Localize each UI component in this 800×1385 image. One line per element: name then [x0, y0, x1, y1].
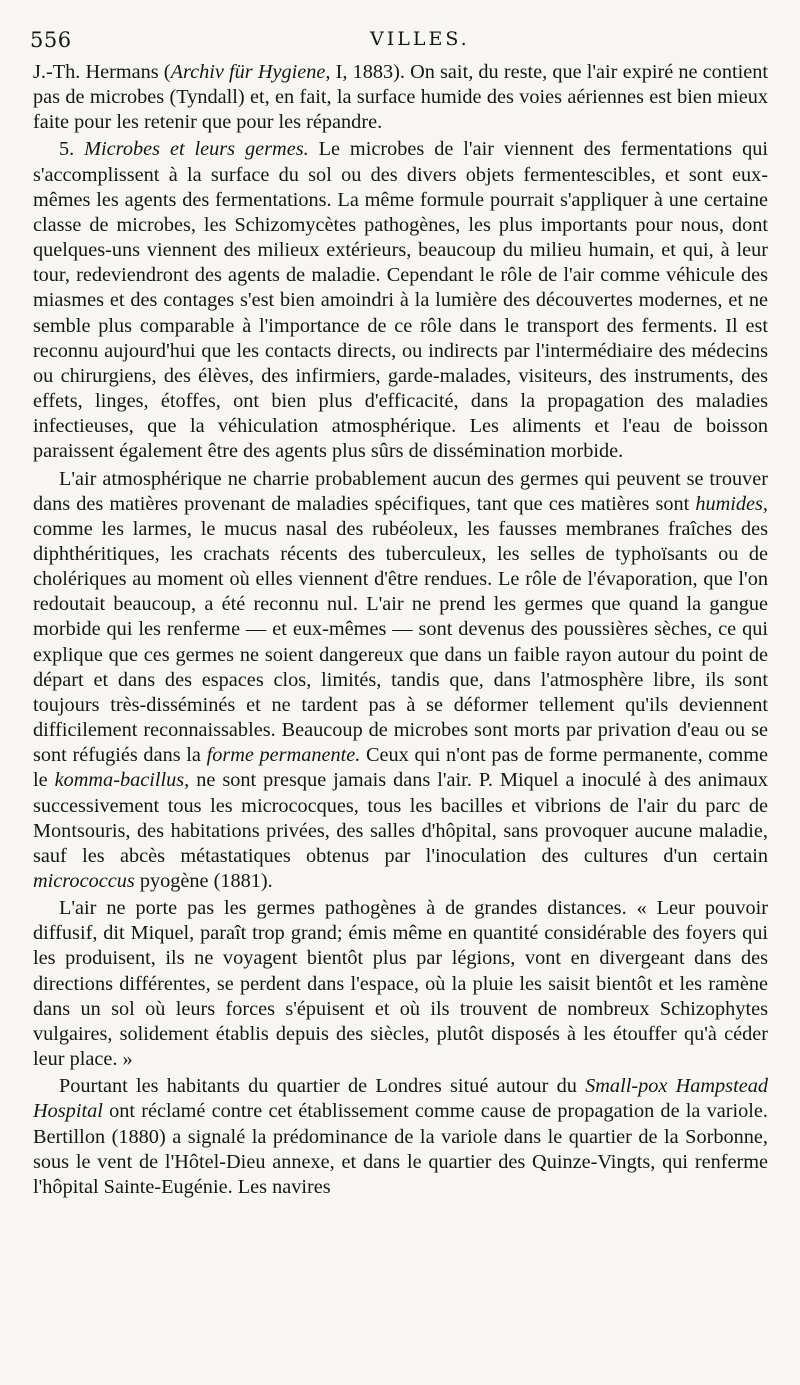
running-title: VILLES. — [370, 28, 470, 50]
italic-text: forme permanente. — [206, 744, 361, 767]
text-run: Pourtant les habitants du quartier de Londres situé autour du — [59, 1075, 586, 1098]
text-run: ne sont presque jamais dans l'air. P. Miquel a inoculé à des animaux successivement tous les micrococques, tous les bacilles et vibrions de l'air du parc de Montsouris, des habitations privées, des salles d'hôpital, sans provoquer aucune maladie, sauf les abcès métastatiques obtenus par l'inoculation des cultures d'un certain — [33, 769, 768, 867]
italic-text: Archiv für Hygiene, — [170, 61, 331, 83]
text-run: J.-Th. Hermans ( — [33, 61, 171, 83]
paragraph-air-atmospherique — [33, 467, 768, 895]
text-run: ont réclamé contre cet établissement comme cause de propagation de la variole. Bertillon (1880) a signalé la prédominance de la variole dans le quartier de la Sorbonne, sous le vent de l'Hôtel-Dieu annexe, et dans le quartier des Quinze-Vingts, qui renferme l'hôpital Sainte-Eugénie. Les navires — [33, 1100, 768, 1198]
text-run: comme les larmes, le mucus nasal des rubéoleux, les fausses membranes fraîches des diphthéritiques, les crachats récents des tuberculeux, les selles de typhoïsants ou de cholériques au moment où elles viennent d'être rendues. Le rôle de l'évaporation, que l'on redoutait beaucoup, a été reconnu nul. L'air ne prend les germes que quand la gangue morbide qui les renferme — et eux-mêmes — sont devenus des poussières sèches, ce qui explique que ces germes ne soient dangereux que dans un faible rayon autour du point de départ et dans des espaces clos, limités, tandis que, dans l'atmosphère libre, ils sont toujours très-disséminés et ne tardent pas à se déformer tellement qu'ils deviennent difficilement reconnaissables. Beaucoup de microbes sont morts par privation d'eau ou se sont réfugiés dans la — [33, 517, 768, 767]
page-header — [30, 28, 770, 58]
text-run: L'air atmosphérique ne charrie probablement aucun des germes qui peuvent se trouver dans des matières provenant de maladies spécifiques, tant que ces matières sont — [33, 467, 768, 515]
italic-text: Small-pox Hampstead Hospital — [33, 1075, 768, 1123]
text-run: Ceux qui n'ont pas de forme permanente, comme le — [33, 744, 768, 792]
paragraph-hermans — [33, 60, 768, 135]
italic-text: komma-bacillus, — [54, 769, 190, 792]
italic-text: Microbes et leurs germes. — [84, 138, 309, 161]
paragraph-londres — [33, 1074, 768, 1200]
text-run: Le microbes de l'air viennent des fermentations qui s'accomplissent à la surface du sol ou des divers objets fermentescibles, et sont eux-mêmes les agents des fermentations. La même formule pourrait s'appliquer à une certaine classe de microbes, les Schizomycètes pathogènes, les plus importants pour nous, dont quelques-uns viennent des milieux extérieurs, beaucoup du milieu humain, et qui, à leur tour, redeviendront des agents de maladie. Cependant le rôle de l'air comme véhicule des miasmes et des contages s'est bien amoindri à la lumière des découvertes modernes, et ne semble plus comparable à l'importance de ce rôle dans le transport des ferments. Il est reconnu aujourd'hui que les contacts directs, ou indirects par l'intermédiaire des médecins ou chirurgiens, des élèves, des infirmiers, garde-malades, visiteurs, des instruments, des effets, linges, étoffes, ont bien plus d'efficacité, dans la propagation des maladies infectieuses, que la véhiculation atmosphérique. Les aliments et l'eau de boisson paraissent également être des agents plus sûrs de dissémination morbide. — [33, 138, 769, 463]
text-run: L'air ne porte pas les germes pathogènes à de grandes distances. « Leur pouvoir diffusif, dit Miquel, paraît trop grand; émis même en quantité considérable des foyers qui les produisent, ils ne voyagent bientôt plus par légions, vont en divergeant dans des directions différentes, se perdent dans l'espace, où la pluie les saisit bientôt et les ramène dans un sol où leurs forces s'épuisent et où ils trouvent de nombreux Schizophytes vulgaires, solidement établis depuis des siècles, plutôt disposés à les étouffer qu'à céder leur place. » — [33, 897, 768, 1071]
italic-text: humides, — [695, 492, 768, 515]
paragraph-grandes-distances — [33, 896, 768, 1072]
page-number: 556 — [30, 28, 72, 52]
text-run: pyogène (1881). — [134, 870, 273, 892]
text-run: 5. — [59, 138, 85, 161]
paragraph-microbes-germes — [33, 137, 768, 464]
italic-text: micrococcus — [33, 870, 135, 892]
text-run: I, 1883). On sait, du reste, que l'air expiré ne contient pas de microbes (Tyndall) et, en fait, la surface humide des voies aériennes est bien mieux faite pour les retenir que pour les répandre. — [33, 61, 769, 134]
body-text — [33, 60, 768, 1202]
